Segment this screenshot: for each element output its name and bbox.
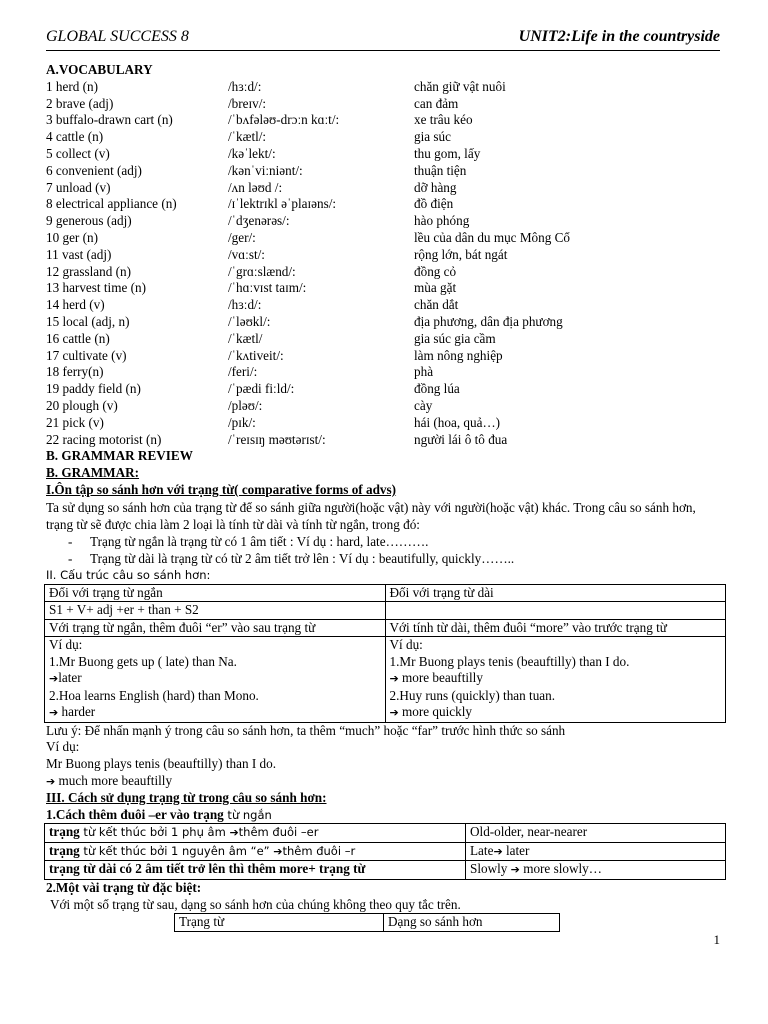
- example-answer: ➔ more quickly: [389, 704, 472, 720]
- vocabulary-phonetic: /feri/:: [228, 364, 258, 380]
- table-cell: [385, 602, 726, 620]
- vocabulary-row: [46, 112, 726, 129]
- vocabulary-word: 5 collect (v): [46, 145, 110, 161]
- bullet-dash: -: [68, 533, 73, 549]
- example-sentence: 2.Huy runs (quickly) than tuan.: [389, 687, 556, 703]
- vocabulary-meaning: lều của dân du mục Mông Cổ: [414, 229, 571, 245]
- vocabulary-phonetic: /ˈgrɑːslænd/:: [228, 263, 296, 279]
- bullet-dash: -: [68, 550, 73, 566]
- vocabulary-word: 18 ferry(n): [46, 364, 104, 380]
- special-adverbs-table: [174, 913, 560, 932]
- table-cell: Đối với trạng từ ngắn: [45, 584, 386, 602]
- section1-title: I.Ôn tập so sánh hơn với trạng từ( comparative forms of advs): [46, 481, 397, 497]
- table-cell: Trạng từ: [175, 914, 384, 932]
- table-cell: trạng từ kết thúc bởi 1 phụ âm ➔thêm đuôi –er: [45, 824, 466, 843]
- er-rules-table: [44, 823, 726, 880]
- emphasis-note: Lưu ý: Để nhấn mạnh ý trong câu so sánh hơn, ta thêm “much” hoặc “far” trước hình thức so sánh: [46, 722, 566, 738]
- vocabulary-phonetic: /hɜːd/:: [228, 78, 262, 94]
- example-answer: ➔ harder: [49, 704, 96, 720]
- example-sentence: 2.Hoa learns English (hard) than Mono.: [49, 687, 259, 703]
- vocabulary-row: [46, 247, 726, 264]
- bullet-short-adverb: [46, 533, 726, 550]
- header-course: GLOBAL SUCCESS 8: [46, 28, 189, 45]
- arrow-icon: ➔: [273, 844, 283, 858]
- note-example-answer: ➔ much more beauftilly: [46, 772, 173, 788]
- table-cell: Late➔ later: [466, 842, 726, 861]
- arrow-icon: ➔: [389, 672, 399, 686]
- table-row: [45, 861, 726, 880]
- comparison-structure-table: [44, 584, 726, 723]
- header-unit: UNIT2:Life in the countryside: [518, 28, 720, 45]
- arrow-icon: ➔: [49, 706, 59, 720]
- vocabulary-row: [46, 79, 726, 96]
- vocabulary-phonetic: /vɑːst/:: [228, 246, 265, 262]
- table-cell: Dạng so sánh hơn: [384, 914, 560, 932]
- vocabulary-row: [46, 432, 726, 449]
- section3-subtitle-2: 2.Một vài trạng từ đặc biệt:: [46, 879, 202, 895]
- vocabulary-phonetic: /breɪv/:: [228, 95, 267, 111]
- vocabulary-word: 13 harvest time (n): [46, 280, 146, 296]
- section3-sub2-text: Với một số trạng từ sau, dạng so sánh hơn của chúng không theo quy tắc trên.: [50, 896, 461, 912]
- arrow-icon: ➔: [389, 706, 399, 720]
- table-cell: [385, 637, 726, 723]
- vocabulary-meaning: phà: [414, 364, 434, 380]
- table-cell: trạng từ dài có 2 âm tiết trở lên thì thêm more+ trạng từ: [45, 861, 466, 880]
- vocabulary-phonetic: /ˈkʌtiveit/:: [228, 347, 284, 363]
- vocabulary-word: 16 cattle (n): [46, 330, 110, 346]
- vocabulary-word: 9 generous (adj): [46, 213, 132, 229]
- example-sentence: 1.Mr Buong gets up ( late) than Na.: [49, 653, 237, 669]
- structure-title: II. Cấu trúc câu so sánh hơn:: [46, 567, 211, 582]
- table-cell: trạng từ kết thúc bởi 1 nguyên âm “e” ➔thêm đuôi –r: [45, 842, 466, 861]
- vocabulary-meaning: mùa gặt: [414, 280, 457, 296]
- vocabulary-meaning: đồng lúa: [414, 381, 460, 397]
- arrow-icon: ➔: [229, 826, 239, 840]
- vocabulary-row: [46, 146, 726, 163]
- vocabulary-row: [46, 196, 726, 213]
- table-cell: S1 + V+ adj +er + than + S2: [45, 602, 386, 620]
- vocabulary-meaning: hào phóng: [414, 213, 470, 229]
- vocabulary-row: [46, 398, 726, 415]
- table-row: [45, 619, 726, 637]
- table-row: [45, 842, 726, 861]
- arrow-icon: ➔: [46, 774, 56, 788]
- vocabulary-meaning: địa phương, dân địa phương: [414, 313, 563, 329]
- arrow-icon: ➔: [49, 672, 59, 686]
- page-number: 1: [713, 932, 720, 947]
- table-row: [45, 824, 726, 843]
- vocabulary-row: [46, 163, 726, 180]
- vocabulary-row: [46, 415, 726, 432]
- vocabulary-phonetic: /kəˈlekt/:: [228, 145, 276, 161]
- vocabulary-meaning: cày: [414, 397, 433, 413]
- section3-subtitle-1: 1.Cách thêm đuôi –er vào trạng từ ngắn: [46, 806, 272, 822]
- table-row: [45, 602, 726, 620]
- vocabulary-word: 3 buffalo-drawn cart (n): [46, 112, 173, 128]
- vocabulary-meaning: xe trâu kéo: [414, 112, 473, 128]
- vocabulary-meaning: đồng cỏ: [414, 263, 457, 279]
- table-cell: Với tính từ dài, thêm đuôi “more” vào trước trạng từ: [385, 619, 726, 637]
- vocabulary-row: [46, 180, 726, 197]
- grammar-review-title: B. GRAMMAR REVIEW: [46, 448, 193, 464]
- vocabulary-meaning: người lái ô tô đua: [414, 431, 508, 447]
- vocabulary-row: [46, 96, 726, 113]
- vocabulary-row: [46, 213, 726, 230]
- vocabulary-phonetic: /ʌn ləʊd /:: [228, 179, 283, 195]
- vocabulary-word: 22 racing motorist (n): [46, 431, 162, 447]
- vocabulary-word: 6 convenient (adj): [46, 162, 142, 178]
- table-cell: Với trạng từ ngắn, thêm đuôi “er” vào sau trạng từ: [45, 619, 386, 637]
- vocabulary-meaning: hái (hoa, quả…): [414, 414, 501, 430]
- vocabulary-phonetic: /ˈreɪsɪŋ məʊtərɪst/:: [228, 431, 326, 447]
- vocabulary-row: [46, 314, 726, 331]
- vocabulary-meaning: đồ điện: [414, 196, 454, 212]
- vocabulary-meaning: gia súc gia cầm: [414, 330, 496, 346]
- vocabulary-row: [46, 264, 726, 281]
- vocabulary-phonetic: /pɪk/:: [228, 414, 256, 430]
- note-example-label: Ví dụ:: [46, 739, 80, 755]
- vocabulary-word: 19 paddy field (n): [46, 381, 141, 397]
- arrow-icon: ➔: [510, 863, 520, 877]
- vocabulary-word: 8 electrical appliance (n): [46, 196, 177, 212]
- vocabulary-phonetic: /ˈkætl/: [228, 330, 263, 346]
- vocabulary-meaning: dỡ hàng: [414, 179, 457, 195]
- example-answer: ➔ more beauftilly: [389, 670, 483, 686]
- vocabulary-meaning: thuận tiện: [414, 162, 467, 178]
- bullet-text: Trạng từ ngắn là trạng từ có 1 âm tiết : Ví dụ : hard, late……….: [90, 533, 429, 549]
- vocabulary-word: 10 ger (n): [46, 229, 98, 245]
- vocabulary-row: [46, 129, 726, 146]
- table-cell: Old-older, near-nearer: [466, 824, 726, 843]
- vocabulary-phonetic: /ˈdʒenərəs/:: [228, 213, 290, 229]
- vocabulary-phonetic: /ˈkætl/:: [228, 129, 267, 145]
- vocabulary-phonetic: /ˈhɑːvɪst taɪm/:: [228, 280, 307, 296]
- bullet-long-adverb: [46, 550, 726, 567]
- vocabulary-row: [46, 280, 726, 297]
- example-label: Ví dụ:: [49, 637, 83, 653]
- vocabulary-phonetic: /ˈbʌfələʊ-drɔːn kɑːt/:: [228, 112, 340, 128]
- vocabulary-row: [46, 230, 726, 247]
- page-header: [46, 26, 720, 51]
- note-example-sentence: Mr Buong plays tenis (beauftilly) than I do.: [46, 756, 277, 772]
- vocabulary-word: 1 herd (n): [46, 78, 98, 94]
- table-cell: [45, 637, 386, 723]
- bullet-text: Trạng từ dài là trạng từ có từ 2 âm tiết trở lên : Ví dụ : beautifully, quickly……..: [90, 550, 515, 566]
- vocabulary-phonetic: /hɜːd/:: [228, 297, 262, 313]
- vocabulary-phonetic: /ɪˈlektrɪkl əˈplaɪəns/:: [228, 196, 337, 212]
- vocabulary-meaning: rộng lớn, bát ngát: [414, 246, 508, 262]
- vocabulary-phonetic: /ˈpædi fiːld/:: [228, 381, 295, 397]
- example-label: Ví dụ:: [389, 637, 423, 653]
- arrow-icon: ➔: [493, 844, 503, 858]
- vocabulary-word: 7 unload (v): [46, 179, 111, 195]
- vocabulary-meaning: can đảm: [414, 95, 459, 111]
- vocabulary-title: A.VOCABULARY: [46, 62, 153, 77]
- vocabulary-word: 11 vast (adj): [46, 246, 112, 262]
- section1-intro: Ta sử dụng so sánh hơn của trạng từ để so sánh giữa người(hoặc vật) này với người(hoặc vật) khác. Trong câu so sánh hơn, trạng từ sẽ được chia làm 2 loại là tính từ dài và tính từ ngắn, trong đó:: [46, 499, 696, 532]
- vocabulary-word: 15 local (adj, n): [46, 313, 130, 329]
- table-row: [45, 637, 726, 723]
- vocabulary-row: [46, 297, 726, 314]
- vocabulary-meaning: gia súc: [414, 129, 451, 145]
- vocabulary-phonetic: /kənˈviːniənt/:: [228, 162, 303, 178]
- example-answer: ➔later: [49, 670, 82, 686]
- page-content: [46, 62, 726, 932]
- vocabulary-meaning: chăn giữ vật nuôi: [414, 78, 506, 94]
- example-sentence: 1.Mr Buong plays tenis (beauftilly) than I do.: [389, 653, 630, 669]
- vocabulary-word: 20 plough (v): [46, 397, 118, 413]
- vocabulary-word: 12 grassland (n): [46, 263, 131, 279]
- vocabulary-row: [46, 331, 726, 348]
- vocabulary-meaning: làm nông nghiệp: [414, 347, 503, 363]
- vocabulary-word: 14 herd (v): [46, 297, 105, 313]
- vocabulary-phonetic: /ˈləʊkl/:: [228, 313, 271, 329]
- vocabulary-word: 4 cattle (n): [46, 129, 104, 145]
- vocabulary-row: [46, 364, 726, 381]
- vocabulary-list: [46, 79, 726, 449]
- vocabulary-row: [46, 381, 726, 398]
- vocabulary-row: [46, 348, 726, 365]
- vocabulary-phonetic: /ger/:: [228, 229, 256, 245]
- table-cell: Đối với trạng từ dài: [385, 584, 726, 602]
- table-row: [45, 584, 726, 602]
- vocabulary-word: 17 cultivate (v): [46, 347, 127, 363]
- table-row: [175, 914, 560, 932]
- grammar-title: B. GRAMMAR:: [46, 465, 140, 481]
- vocabulary-meaning: thu gom, lấy: [414, 145, 481, 161]
- vocabulary-meaning: chăn dắt: [414, 297, 459, 313]
- vocabulary-word: 2 brave (adj): [46, 95, 114, 111]
- table-cell: Slowly ➔ more slowly…: [466, 861, 726, 880]
- section3-title: III. Cách sử dụng trạng từ trong câu so sánh hơn:: [46, 789, 327, 805]
- vocabulary-word: 21 pick (v): [46, 414, 104, 430]
- vocabulary-phonetic: /pləʊ/:: [228, 397, 263, 413]
